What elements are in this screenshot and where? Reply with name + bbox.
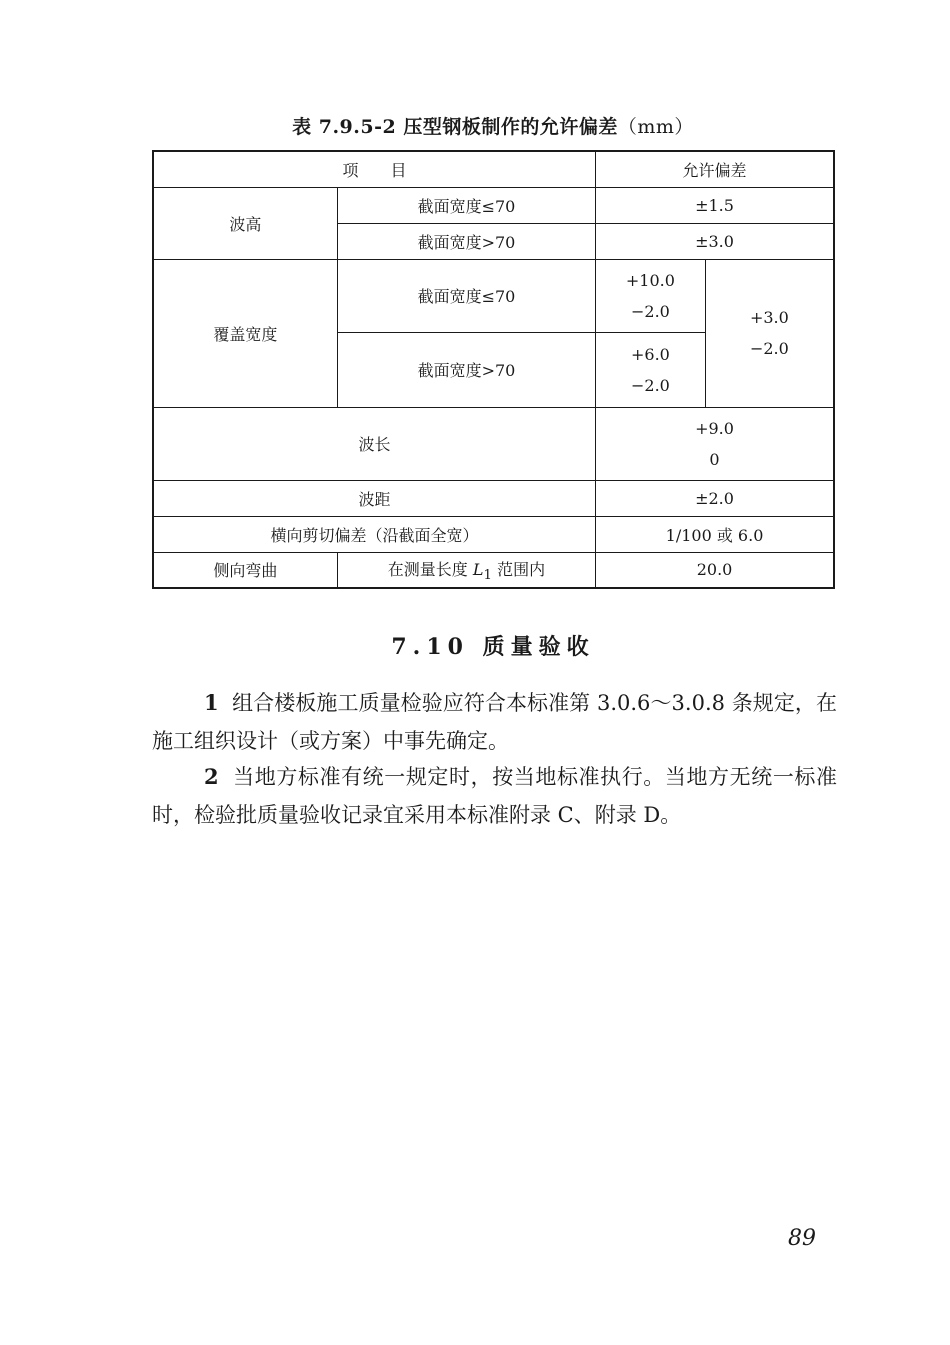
- paragraph-1-text: 组合楼板施工质量检验应符合本标准第 3.0.6～3.0.8 条规定，在施工组织设计（或方案）中事先确定。: [152, 691, 837, 753]
- cover-width-val2-plus: +6.0: [630, 344, 670, 364]
- cover-width-val1: [596, 259, 706, 332]
- cover-width-sub2: 截面宽度>70: [337, 332, 595, 407]
- tolerance-table: [152, 150, 835, 589]
- table-row: [153, 516, 834, 552]
- cover-width-alt: [705, 259, 834, 407]
- cover-width-sub1: 截面宽度≤70: [337, 259, 595, 332]
- pitch-label: 波距: [153, 480, 596, 516]
- table-row: [153, 187, 834, 223]
- cover-width-val2: [596, 332, 706, 407]
- cover-width-val2-minus: −2.0: [630, 375, 670, 395]
- wave-height-val2: ±3.0: [596, 223, 834, 259]
- cover-width-val1-minus: −2.0: [630, 301, 670, 321]
- table-caption: [0, 112, 950, 139]
- table-header-row: [153, 151, 834, 187]
- lateral-bend-sub-post: 范围内: [492, 559, 546, 579]
- page-number: 89: [788, 1226, 816, 1251]
- cover-width-label: 覆盖宽度: [153, 259, 337, 407]
- wave-height-val1: ±1.5: [596, 187, 834, 223]
- lateral-bend-sub-pre: 在测量长度: [387, 559, 473, 579]
- lateral-bend-sub: [337, 552, 595, 588]
- lateral-bend-sub-var: L: [472, 559, 484, 579]
- paragraph-1: [152, 684, 837, 760]
- lateral-bend-sub-idx: 1: [483, 567, 492, 583]
- table-row: [153, 259, 834, 332]
- wave-height-sub1: 截面宽度≤70: [337, 187, 595, 223]
- transverse-cut-val: 1/100 或 6.0: [596, 516, 834, 552]
- paragraph-2-number: 2: [204, 764, 219, 789]
- table-row: [153, 480, 834, 516]
- wavelength-label: 波长: [153, 407, 596, 480]
- header-deviation: 允许偏差: [596, 151, 834, 187]
- table-row: [153, 407, 834, 480]
- paragraph-2-text: 当地方标准有统一规定时，按当地标准执行。当地方无统一标准时，检验批质量验收记录宜采用本标准附录 C、附录 D。: [152, 765, 837, 827]
- table-caption-unit: （mm）: [617, 116, 694, 138]
- table-row: [153, 552, 834, 588]
- cover-width-val1-plus: +10.0: [625, 270, 675, 290]
- section-title: 7.10 质量验收: [391, 634, 595, 660]
- header-item: 项 目: [153, 151, 596, 187]
- table-caption-title: 表 7.9.5-2 压型钢板制作的允许偏差: [292, 116, 618, 138]
- lateral-bend-label: 侧向弯曲: [153, 552, 337, 588]
- paragraph-2: [152, 758, 837, 834]
- wavelength-val-zero: 0: [709, 449, 720, 469]
- wavelength-val: [596, 407, 834, 480]
- lateral-bend-val: 20.0: [596, 552, 834, 588]
- cover-width-alt-plus: +3.0: [749, 308, 789, 327]
- paragraph-1-number: 1: [204, 690, 219, 715]
- transverse-cut-label: 横向剪切偏差（沿截面全宽）: [153, 516, 596, 552]
- pitch-val: ±2.0: [596, 480, 834, 516]
- cover-width-alt-minus: −2.0: [749, 339, 789, 358]
- wave-height-sub2: 截面宽度>70: [337, 223, 595, 259]
- wavelength-val-plus: +9.0: [695, 418, 734, 438]
- wave-height-label: 波高: [153, 187, 337, 259]
